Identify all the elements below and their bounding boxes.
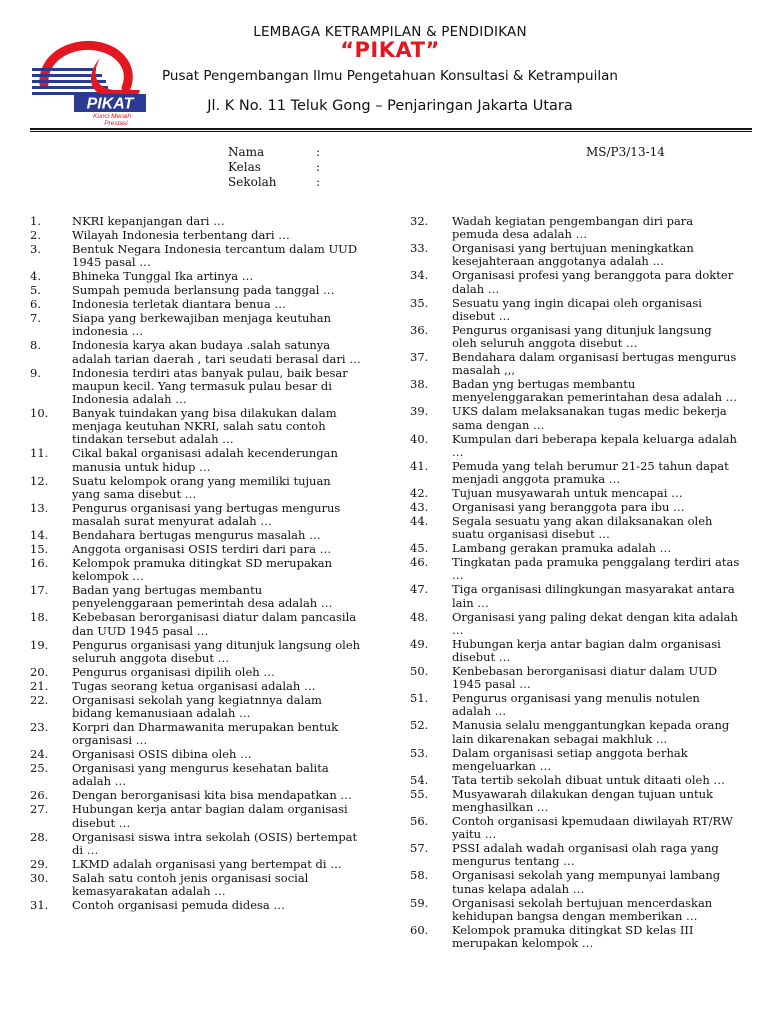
question-item	[410, 501, 740, 514]
question-number: 35.	[410, 295, 429, 310]
question-item	[410, 583, 740, 609]
question-text: Cikal bakal organisasi adalah kecenderungan manusia untuk hidup …	[72, 446, 338, 474]
question-text: Organisasi yang mengurus kesehatan balita adalah …	[72, 761, 329, 789]
question-item	[30, 899, 362, 912]
question-number: 10.	[30, 406, 49, 421]
field-separator: :	[316, 160, 321, 174]
question-text: Bendahara bertugas mengurus masalah …	[72, 528, 321, 543]
question-number: 43.	[410, 500, 429, 515]
question-text: Pemuda yang telah berumur 21-25 tahun dapat menjadi anggota pramuka …	[452, 458, 729, 487]
question-number: 52.	[410, 718, 429, 733]
question-item	[30, 803, 362, 829]
question-number: 21.	[30, 678, 49, 693]
question-item	[30, 748, 362, 761]
header-divider	[30, 128, 752, 130]
pikat-logo	[30, 38, 150, 126]
question-number: 25.	[30, 761, 49, 776]
question-item	[410, 692, 740, 718]
question-item	[410, 515, 740, 541]
question-text: UKS dalam melaksanakan tugas medic bekerja sama dengan …	[452, 404, 727, 432]
question-text: Korpri dan Dharmawanita merupakan bentuk organisasi …	[72, 720, 339, 748]
question-item	[30, 339, 362, 365]
question-text: Badan yang bertugas membantu penyelenggaraan pemerintah desa adalah …	[72, 583, 333, 611]
question-text: PSSI adalah wadah organisasi olah raga yang mengurus tentang …	[452, 841, 719, 869]
question-number: 37.	[410, 350, 429, 365]
question-text: Anggota organisasi OSIS terdiri dari para …	[72, 542, 332, 557]
question-item	[30, 298, 362, 311]
logo-wordmark: PIKAT	[86, 95, 134, 113]
question-item	[30, 721, 362, 747]
question-number: 15.	[30, 542, 49, 557]
question-number: 36.	[410, 322, 429, 337]
question-item	[30, 284, 362, 297]
question-number: 46.	[410, 555, 429, 570]
question-number: 16.	[30, 556, 49, 571]
question-text: Indonesia terdiri atas banyak pulau, baik besar maupun kecil. Yang termasuk pulau besar di Indonesia adalah …	[72, 365, 348, 407]
question-number: 33.	[410, 241, 429, 256]
question-item	[410, 542, 740, 555]
question-item	[410, 405, 740, 431]
question-item	[410, 815, 740, 841]
question-number: 48.	[410, 609, 429, 624]
question-number: 59.	[410, 895, 429, 910]
question-text: Manusia selalu menggantungkan kepada orang lain dikarenakan sebagai makhluk …	[452, 718, 730, 746]
logo-tagline-1: Kunci Meraih	[93, 113, 131, 120]
question-number: 50.	[410, 664, 429, 679]
question-item	[30, 762, 362, 788]
question-number: 2.	[30, 228, 41, 242]
field-label: Kelas	[228, 160, 261, 174]
question-item	[410, 924, 740, 950]
question-item	[410, 242, 740, 268]
question-text: Bentuk Negara Indonesia tercantum dalam UUD 1945 pasal …	[72, 242, 358, 270]
question-text: Kumpulan dari beberapa kepala keluarga adalah …	[452, 431, 737, 459]
question-item	[30, 270, 362, 283]
question-text: Contoh organisasi pemuda didesa …	[72, 898, 285, 913]
question-item	[30, 229, 362, 242]
field-sekolah	[228, 175, 348, 190]
question-number: 24.	[30, 747, 49, 762]
question-text: Segala sesuatu yang akan dilaksanakan oleh suatu organisasi disebut …	[452, 514, 713, 542]
question-number: 44.	[410, 514, 429, 529]
question-text: Hubungan kerja antar bagian dalam organisasi disebut …	[72, 802, 348, 830]
question-item	[30, 367, 362, 407]
question-number: 42.	[410, 486, 429, 501]
question-item	[30, 475, 362, 501]
question-item	[30, 789, 362, 802]
question-number: 22.	[30, 692, 49, 707]
question-text: Banyak tuindakan yang bisa dilakukan dalam menjaga keutuhan NKRI, salah satu contoh tindakan tersebut adalah …	[72, 406, 337, 447]
question-item	[30, 831, 362, 857]
question-item	[410, 324, 740, 350]
question-item	[410, 774, 740, 787]
question-item	[30, 529, 362, 542]
question-number: 20.	[30, 664, 49, 679]
document-code: MS/P3/13-14	[586, 145, 665, 159]
question-item	[410, 665, 740, 691]
question-text: Kenbebasan berorganisasi diatur dalam UUD 1945 pasal …	[452, 664, 718, 692]
question-item	[30, 407, 362, 447]
question-number: 29.	[30, 856, 49, 871]
question-text: Pengurus organisasi yang ditunjuk langsung oleh seluruh anggota disebut …	[72, 637, 361, 665]
question-item	[410, 460, 740, 486]
questions-right-column	[410, 215, 740, 951]
question-text: Wadah kegiatan pengembangan diri para pemuda desa adalah …	[452, 214, 694, 242]
question-number: 9.	[30, 365, 41, 380]
question-number: 14.	[30, 528, 49, 543]
question-text: Musyawarah dilakukan dengan tujuan untuk menghasilkan …	[452, 786, 713, 815]
question-number: 32.	[410, 214, 429, 228]
field-separator: :	[316, 145, 321, 159]
question-number: 54.	[410, 772, 429, 787]
institution-name: LEMBAGA KETRAMPILAN & PENDIDIKAN	[253, 24, 527, 40]
question-text: Kebebasan berorganisasi diatur dalam pancasila dan UUD 1945 pasal …	[72, 610, 357, 638]
question-item	[410, 556, 740, 582]
question-number: 5.	[30, 283, 41, 298]
question-item	[410, 215, 740, 241]
question-text: Bendahara dalam organisasi bertugas mengurus masalah ,,,	[452, 350, 737, 378]
question-text: Pengurus organisasi yang bertugas mengurus masalah surat menyurat adalah …	[72, 500, 341, 529]
question-item	[30, 447, 362, 473]
question-text: Organisasi OSIS dibina oleh …	[72, 747, 252, 762]
question-number: 31.	[30, 898, 49, 913]
question-item	[410, 378, 740, 404]
question-number: 17.	[30, 583, 49, 598]
question-number: 3.	[30, 242, 41, 256]
question-text: Kelompok pramuka ditingkat SD merupakan kelompok …	[72, 556, 333, 584]
question-number: 47.	[410, 582, 429, 597]
question-text: NKRI kepanjangan dari …	[72, 214, 225, 228]
question-text: Lambang gerakan pramuka adalah …	[452, 541, 672, 556]
question-text: Tingkatan pada pramuka penggalang terdiri atas …	[452, 555, 740, 583]
question-number: 19.	[30, 637, 49, 652]
question-number: 34.	[410, 268, 429, 283]
question-number: 39.	[410, 404, 429, 419]
question-text: Tujuan musyawarah untuk mencapai …	[452, 486, 683, 501]
question-text: Organisasi yang paling dekat dengan kita adalah …	[452, 609, 738, 637]
question-text: Organisasi yang bertujuan meningkatkan kesejahteraan anggotanya adalah …	[452, 241, 694, 269]
question-number: 8.	[30, 338, 41, 353]
question-item	[410, 638, 740, 664]
institution-description: Pusat Pengembangan Ilmu Pengetahuan Konsultasi & Ketrampuilan	[162, 68, 618, 84]
question-item	[30, 502, 362, 528]
question-number: 51.	[410, 691, 429, 706]
question-number: 40.	[410, 431, 429, 446]
question-number: 26.	[30, 788, 49, 803]
question-text: Wilayah Indonesia terbentang dari …	[72, 228, 290, 242]
question-text: Sumpah pemuda berlansung pada tanggal …	[72, 283, 335, 298]
logo-tagline-2: Prestasi	[104, 120, 128, 126]
question-item	[30, 312, 362, 338]
question-item	[410, 897, 740, 923]
question-item	[410, 842, 740, 868]
question-item	[410, 487, 740, 500]
question-text: Dengan berorganisasi kita bisa mendapatkan …	[72, 788, 352, 803]
question-number: 49.	[410, 636, 429, 651]
question-text: Bhineka Tunggal Ika artinya …	[72, 269, 254, 284]
question-text: Organisasi sekolah yang mempunyai lambang tunas kelapa adalah …	[452, 868, 721, 896]
question-item	[410, 297, 740, 323]
question-text: Pengurus organisasi yang menulis notulen adalah …	[452, 691, 700, 719]
question-text: Badan yng bertugas membantu menyelenggarakan pemerintahan desa adalah …	[452, 377, 738, 405]
question-text: Organisasi sekolah bertujuan mencerdaskan kehidupan bangsa dengan memberikan …	[452, 895, 713, 923]
question-number: 13.	[30, 500, 49, 515]
question-text: Salah satu contoh jenis organisasi social kemasyarakatan adalah …	[72, 870, 309, 899]
field-label: Nama	[228, 145, 265, 159]
question-number: 30.	[30, 870, 49, 885]
question-number: 57.	[410, 841, 429, 856]
question-number: 45.	[410, 541, 429, 556]
question-number: 4.	[30, 269, 41, 284]
question-number: 56.	[410, 814, 429, 829]
question-text: Contoh organisasi kpemudaan diwilayah RT/RW yaitu …	[452, 814, 733, 842]
question-item	[30, 694, 362, 720]
field-label: Sekolah	[228, 175, 277, 189]
question-text: Kelompok pramuka ditingkat SD kelas III merupakan kelompok …	[452, 922, 694, 951]
question-item	[410, 433, 740, 459]
question-number: 38.	[410, 377, 429, 392]
question-item	[30, 543, 362, 556]
question-number: 55.	[410, 786, 429, 801]
question-text: Pengurus organisasi yang ditunjuk langsung oleh seluruh anggota disebut …	[452, 322, 712, 351]
question-item	[410, 788, 740, 814]
question-item	[410, 719, 740, 745]
header-divider-thin	[30, 131, 752, 132]
question-text: Pengurus organisasi dipilih oleh …	[72, 664, 275, 679]
question-text: Sesuatu yang ingin dicapai oleh organisasi disebut …	[452, 295, 702, 323]
question-number: 53.	[410, 745, 429, 760]
question-text: Tiga organisasi dilingkungan masyarakat antara lain …	[452, 582, 735, 610]
question-item	[30, 858, 362, 871]
question-text: LKMD adalah organisasi yang bertempat di …	[72, 856, 342, 871]
question-text: Indonesia terletak diantara benua …	[72, 297, 286, 312]
question-number: 60.	[410, 922, 429, 937]
question-text: Tata tertib sekolah dibuat untuk ditaati oleh …	[452, 772, 725, 787]
question-item	[30, 557, 362, 583]
question-text: Organisasi siswa intra sekolah (OSIS) bertempat di …	[72, 829, 358, 857]
question-number: 18.	[30, 610, 49, 625]
question-item	[30, 611, 362, 637]
question-item	[30, 584, 362, 610]
question-text: Hubungan kerja antar bagian dalm organisasi disebut …	[452, 636, 721, 665]
question-text: Siapa yang berkewajiban menjaga keutuhan indonesia …	[72, 311, 332, 339]
question-number: 12.	[30, 473, 49, 488]
question-text: Organisasi yang beranggota para ibu …	[452, 500, 685, 515]
question-number: 11.	[30, 446, 49, 461]
question-text: Organisasi sekolah yang kegiatnnya dalam bidang kemanusiaan adalah …	[72, 692, 322, 721]
field-nama	[228, 145, 348, 160]
question-text: Indonesia karya akan budaya .salah satunya adalah tarian daerah , tari seudati berasal dari …	[72, 338, 361, 366]
institution-address: Jl. K No. 11 Teluk Gong – Penjaringan Jakarta Utara	[207, 98, 573, 114]
question-text: Dalam organisasi setiap anggota berhak mengeluarkan …	[452, 745, 688, 773]
question-text: Organisasi profesi yang beranggota para dokter dalah …	[452, 268, 734, 296]
questions-left-column	[30, 215, 362, 913]
institution-acronym: “PIKAT”	[340, 38, 440, 62]
question-item	[410, 611, 740, 637]
question-number: 1.	[30, 214, 41, 228]
field-separator: :	[316, 175, 321, 189]
question-number: 27.	[30, 802, 49, 817]
question-item	[410, 351, 740, 377]
question-item	[30, 680, 362, 693]
question-item	[410, 747, 740, 773]
question-item	[30, 666, 362, 679]
question-text: Tugas seorang ketua organisasi adalah …	[72, 678, 316, 693]
question-number: 23.	[30, 720, 49, 735]
question-item	[410, 869, 740, 895]
question-number: 41.	[410, 458, 429, 473]
field-kelas	[228, 160, 348, 175]
student-identity-fields	[228, 145, 348, 190]
question-number: 58.	[410, 868, 429, 883]
question-item	[30, 243, 362, 269]
question-number: 6.	[30, 297, 41, 312]
question-item	[410, 269, 740, 295]
question-number: 28.	[30, 829, 49, 844]
question-number: 7.	[30, 311, 41, 326]
question-text: Suatu kelompok orang yang memiliki tujuan yang sama disebut …	[72, 473, 331, 501]
question-item	[30, 639, 362, 665]
question-item	[30, 872, 362, 898]
question-item	[30, 215, 362, 228]
